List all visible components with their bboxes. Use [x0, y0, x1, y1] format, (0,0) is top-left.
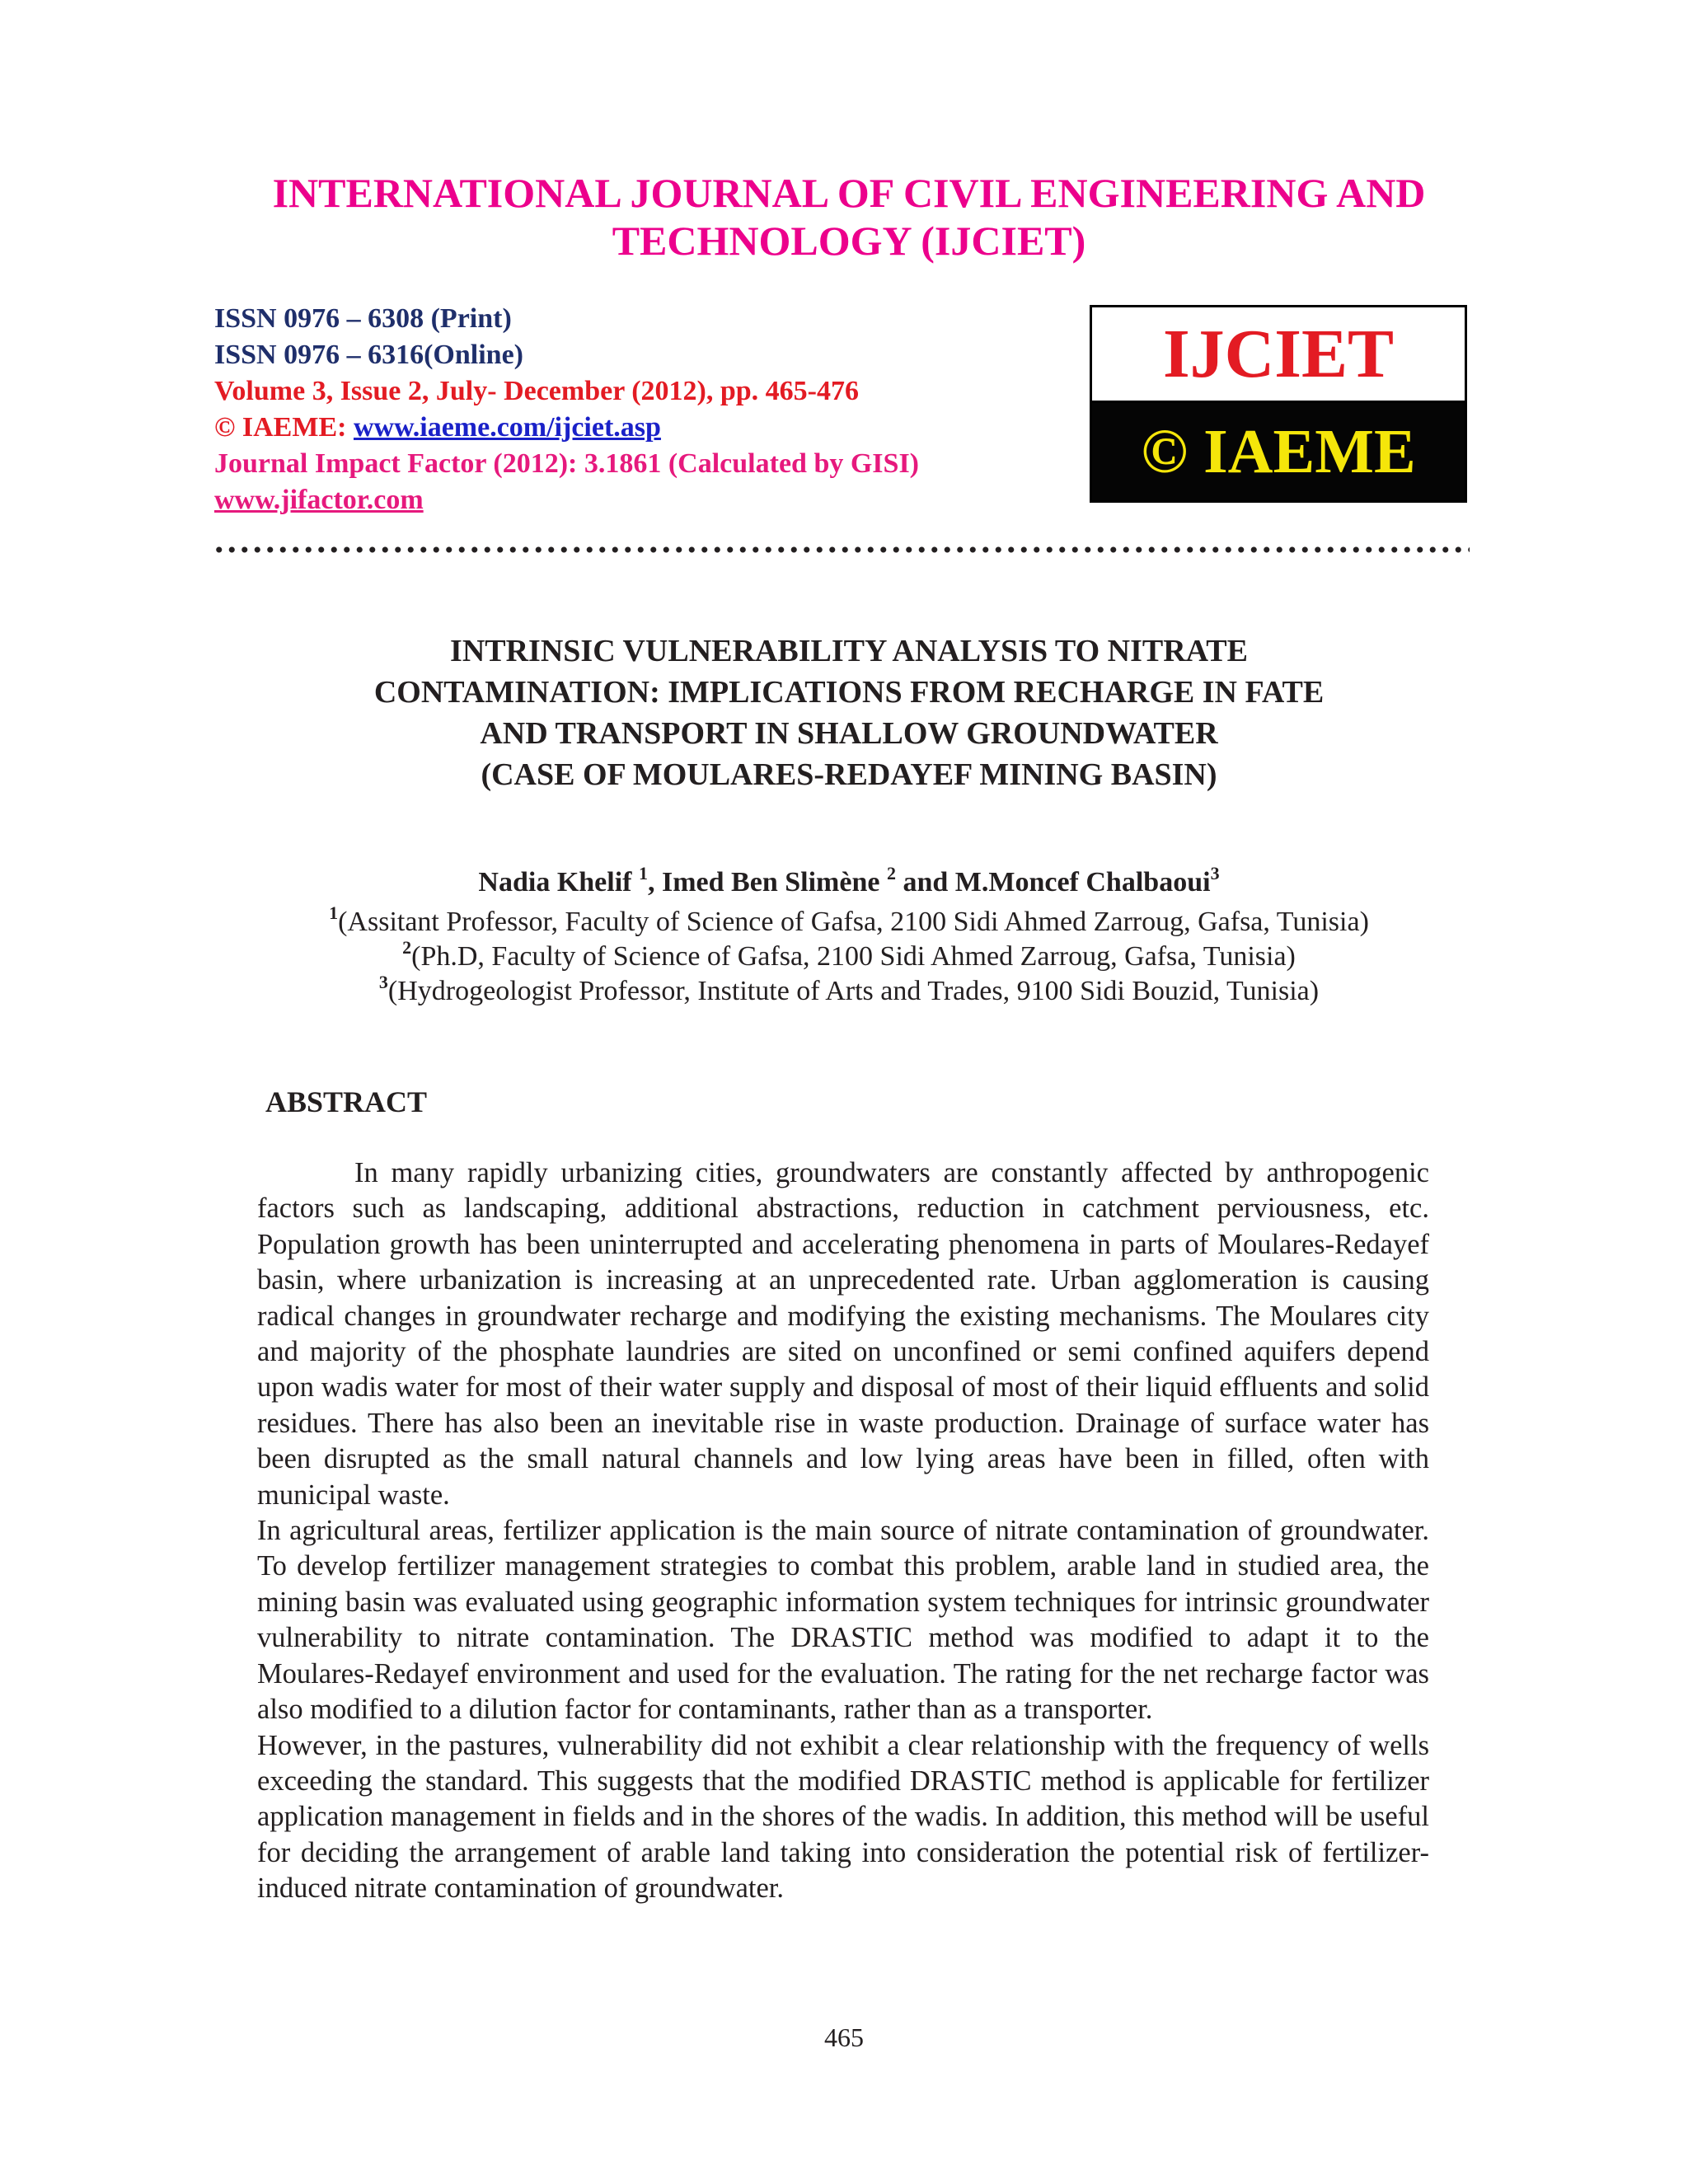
logo-ijciet: IJCIET [1092, 307, 1465, 403]
author-mark: 3 [1210, 862, 1220, 883]
logo-iaeme: © IAEME [1092, 403, 1465, 500]
paper-title-line: AND TRANSPORT IN SHALLOW GROUNDWATER [480, 716, 1218, 751]
publisher-prefix: © IAEME: [214, 412, 354, 443]
affiliation-mark: 2 [402, 936, 412, 958]
author-name: M.Moncef Chalbaoui [954, 867, 1211, 898]
journal-title [148, 169, 1550, 265]
affiliation [190, 936, 1508, 974]
abstract-heading: ABSTRACT [265, 1085, 428, 1118]
impact-factor-link[interactable]: www.jifactor.com [214, 485, 424, 515]
issn-online: ISSN 0976 – 6316(Online) [214, 340, 523, 370]
paper-title-line: (CASE OF MOULARES-REDAYEF MINING BASIN) [481, 757, 1217, 792]
affiliation-mark: 3 [378, 971, 388, 992]
issn-print: ISSN 0976 – 6308 (Print) [214, 303, 512, 334]
journal-title-line-1: INTERNATIONAL JOURNAL OF CIVIL ENGINEERING AND [272, 170, 1426, 216]
affiliation-text: (Hydrogeologist Professor, Institute of Arts and Trades, 9100 Sidi Bouzid, Tunisia) [387, 976, 1320, 1006]
dotted-divider [213, 546, 1470, 554]
abstract-body [257, 1155, 1429, 1907]
affiliations [190, 902, 1508, 1009]
journal-logo [1090, 305, 1467, 503]
author-mark: 1 [639, 862, 648, 883]
author-name: Imed Ben Slimène [662, 867, 887, 898]
author-mark: 2 [886, 862, 896, 883]
abstract-paragraph: However, in the pastures, vulnerability did not exhibit a clear relationship with the frequency of wells exceeding the standard. This suggests that the modified DRASTIC method is applicable for fertilizer application management in fields and in the shores of the wadis. In addition, this method will be useful for deciding the arrangement of arable land taking into consideration the potential risk of fertilizer-induced nitrate contamination of groundwater. [257, 1729, 1429, 1905]
publisher-line [214, 410, 1080, 446]
impact-link-line [214, 482, 1080, 518]
journal-title-line-2: TECHNOLOGY (IJCIET) [612, 218, 1086, 264]
affiliation [190, 971, 1508, 1009]
impact-factor: Journal Impact Factor (2012): 3.1861 (Calculated by GISI) [214, 448, 919, 479]
affiliation-text: (Ph.D, Faculty of Science of Gafsa, 2100 Sidi Ahmed Zarroug, Gafsa, Tunisia) [411, 941, 1296, 972]
affiliation-text: (Assitant Professor, Faculty of Science of Gafsa, 2100 Sidi Ahmed Zarroug, Gafsa, Tunisia) [338, 907, 1369, 937]
paper-title-line: CONTAMINATION: IMPLICATIONS FROM RECHARGE IN FATE [373, 675, 1325, 710]
author-list [190, 862, 1508, 900]
publisher-link[interactable]: www.iaeme.com/ijciet.asp [353, 412, 661, 443]
volume-info: Volume 3, Issue 2, July- December (2012), pp. 465-476 [214, 376, 859, 406]
affiliation-mark: 1 [329, 902, 339, 923]
journal-metadata [214, 301, 1080, 518]
author-name: Nadia Khelif [478, 867, 639, 898]
paper-title [190, 630, 1508, 795]
abstract-paragraph: In agricultural areas, fertilizer application is the main source of nitrate contamination of groundwater. To develop fertilizer management strategies to combat this problem, arable land in studied area, the mining basin was evaluated using geographic information system techniques for intrinsic groundwater vulnerability to nitrate contamination. The DRASTIC method was modified to adapt it to the Moulares-Redayef environment and used for the evaluation. The rating for the net recharge factor was also modified to a dilution factor for contaminants, rather than as a transporter. [257, 1515, 1429, 1726]
paper-title-line: INTRINSIC VULNERABILITY ANALYSIS TO NITRATE [450, 634, 1248, 668]
author-separator: and [895, 867, 955, 898]
page-number: 465 [824, 2022, 864, 2052]
affiliation [190, 902, 1508, 940]
author-separator: , [648, 867, 662, 898]
abstract-paragraph: In many rapidly urbanizing cities, groundwaters are constantly affected by anthropogenic factors such as landscaping, additional abstractions, reduction in catchment perviousness, etc. Population growth has been uninterrupted and accelerating phenomena in parts of Moulares-Redayef basin, where urbanization is increasing at an unprecedented rate. Urban agglomeration is causing radical changes in groundwater recharge and modifying the existing mechanisms. The Moulares city and majority of the phosphate laundries are sited on unconfined or semi confined aquifers depend upon wadis water for most of their water supply and disposal of most of their liquid effluents and solid residues. There has also been an inevitable rise in waste production. Drainage of surface water has been disrupted as the small natural channels and low lying areas have been in filled, often with municipal waste. [257, 1157, 1429, 1511]
